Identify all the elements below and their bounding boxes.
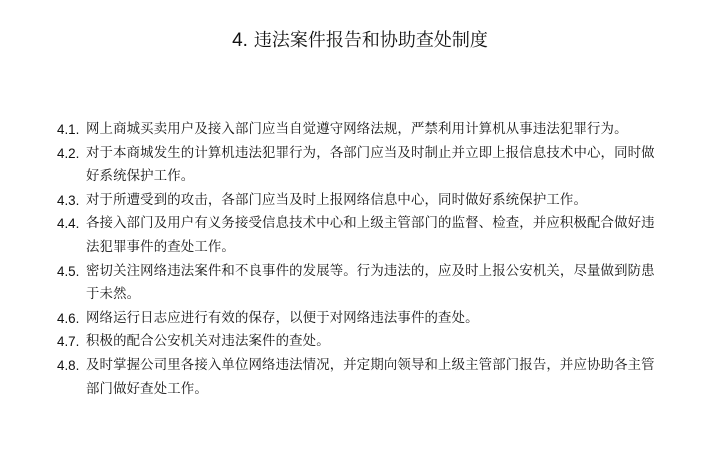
item-text: 对于所遭受到的攻击，各部门应当及时上报网络信息中心，同时做好系统保护工作。 [86, 192, 588, 208]
item-number: 4.2. [57, 145, 80, 161]
item-text: 密切关注网络违法案件和不良事件的发展等。行为违法的，应及时上报公安机关，尽量做到防患于未然。 [86, 263, 655, 303]
list-item [57, 307, 667, 331]
item-number: 4.3. [57, 192, 80, 208]
section-title [0, 28, 720, 54]
list-item [57, 189, 667, 213]
item-number: 4.8. [57, 357, 80, 373]
item-text: 各接入部门及用户有义务接受信息技术中心和上级主管部门的监督、检查，并应积极配合做好违法犯罪事件的查处工作。 [86, 216, 655, 255]
section-title-text: 违法案件报告和协助查处制度 [253, 30, 488, 51]
item-text: 积极的配合公安机关对违法案件的查处。 [86, 334, 330, 350]
item-number: 4.7. [57, 334, 80, 350]
item-text: 及时掌握公司里各接入单位网络违法情况，并定期向领导和上级主管部门报告，并应协助各主管部门做好查处工作。 [86, 357, 655, 397]
item-text: 网上商城买卖用户及接入部门应当自觉遵守网络法规，严禁利用计算机从事违法犯罪行为。 [86, 122, 628, 137]
item-number: 4.4. [57, 216, 80, 232]
item-number: 4.5. [57, 263, 80, 279]
rules-list [57, 118, 667, 401]
list-item [57, 330, 667, 354]
item-text: 网络运行日志应进行有效的保存，以便于对网络违法事件的查处。 [86, 310, 479, 326]
list-item [57, 354, 667, 401]
list-item [57, 118, 667, 142]
list-item [57, 142, 667, 189]
list-item [57, 212, 667, 259]
item-number: 4.6. [57, 310, 80, 326]
item-number: 4.1. [57, 122, 80, 137]
section-number: 4. [232, 30, 248, 51]
item-text: 对于本商城发生的计算机违法犯罪行为，各部门应当及时制止并立即上报信息技术中心，同时做好系统保护工作。 [86, 145, 655, 185]
list-item [57, 260, 667, 307]
